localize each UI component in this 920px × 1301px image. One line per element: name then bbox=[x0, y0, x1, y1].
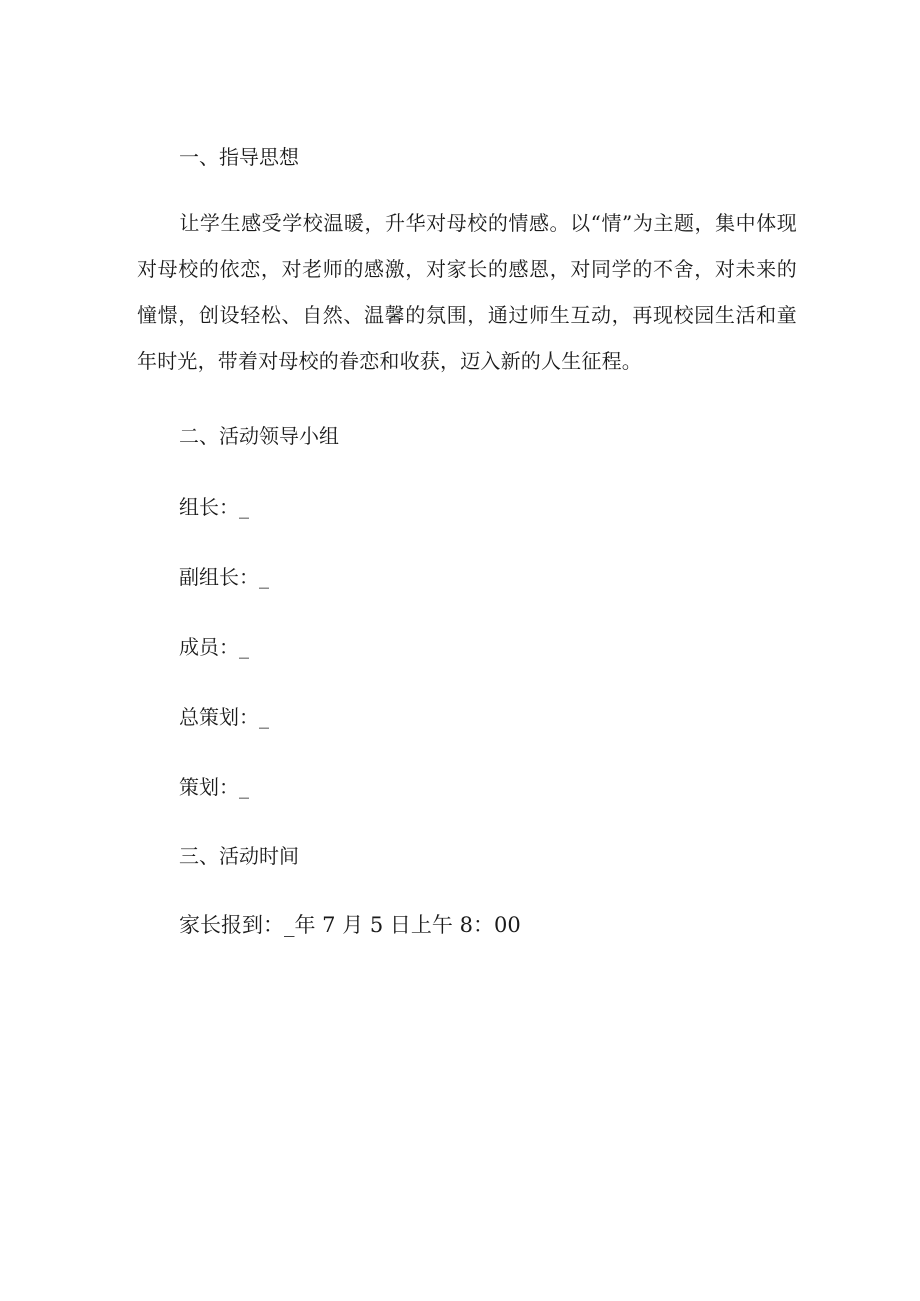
section-heading-leadership: 二、活动领导小组 bbox=[179, 424, 339, 448]
chief-planner-line: 总策划：_ bbox=[179, 705, 269, 729]
vice-leader-line: 副组长：_ bbox=[179, 565, 269, 589]
leader-line: 组长：_ bbox=[179, 495, 249, 519]
guiding-paragraph bbox=[137, 200, 797, 384]
guiding-paragraph-text: 让学生感受学校温暖，升华对母校的情感。以“情”为主题，集中体现对母校的依恋，对老师的感激，对家长的感恩，对同学的不舍，对未来的憧憬，创设轻松、自然、温馨的氛围，通过师生互动，再现校园生活和童年时光，带着对母校的眷恋和收获，迈入新的人生征程。 bbox=[137, 211, 797, 373]
section-heading-guiding: 一、指导思想 bbox=[179, 145, 299, 169]
section-heading-time: 三、活动时间 bbox=[179, 844, 299, 868]
planner-line: 策划：_ bbox=[179, 775, 249, 799]
parent-checkin-line: 家长报到：_年 7 月 5 日上午 8：00 bbox=[179, 913, 521, 937]
members-line: 成员：_ bbox=[179, 635, 249, 659]
